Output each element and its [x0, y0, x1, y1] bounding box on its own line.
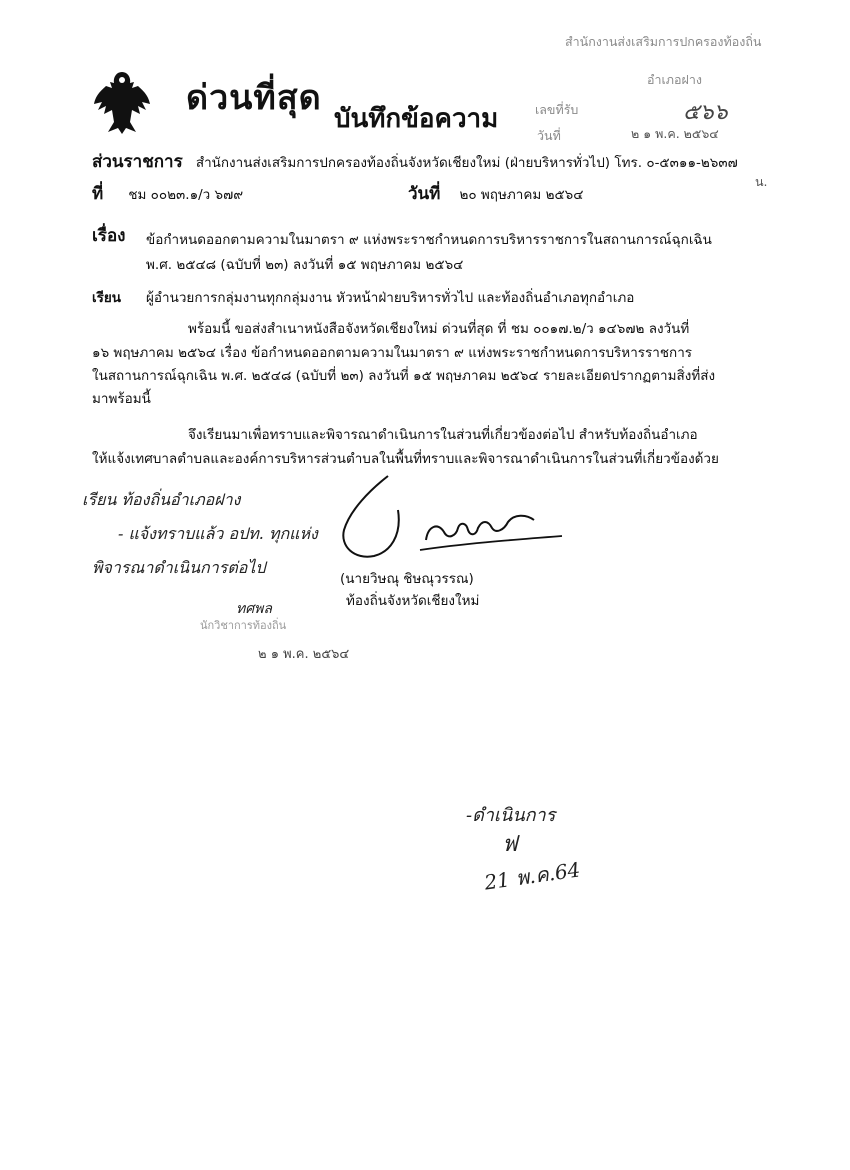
- reference-date-row: [408, 180, 583, 207]
- stamp-date-label: วันที่: [537, 128, 561, 143]
- reference-label: ที่: [92, 184, 104, 204]
- body-para2-line2: ให้แจ้งเทศบาลตำบลและองค์การบริหารส่วนตำบลในพื้นที่ทราบและพิจารณาดำเนินการในส่วนที่เกี่ยวข้องด้วย: [92, 451, 719, 467]
- stamp-office-line1: สำนักงานส่งเสริมการปกครองท้องถิ่น: [565, 34, 762, 49]
- stamp-receive-no-value: ๕๖๖: [683, 100, 728, 125]
- stamp-office-line2: อำเภอฝาง: [647, 72, 702, 87]
- handwritten-note-line2: - แจ้งทราบแล้ว อปท. ทุกแห่ง: [118, 524, 318, 543]
- bottom-note-line1: -ดำเนินการ: [466, 805, 556, 826]
- faint-stamp-line: นักวิชาการท้องถิ่น: [200, 619, 287, 632]
- memo-title: บันทึกข้อความ: [334, 104, 499, 134]
- addressee-value: ผู้อำนวยการกลุ่มงานทุกกลุ่มงาน หัวหน้าฝ่ายบริหารทั่วไป และท้องถิ่นอำเภอทุกอำเภอ: [146, 290, 635, 306]
- subject-label: เรื่อง: [92, 226, 126, 246]
- stamp-date-value: ๒ ๑ พ.ค. ๒๕๖๔: [631, 126, 719, 141]
- body-para1-line2: ๑๖ พฤษภาคม ๒๕๖๔ เรื่อง ข้อกำหนดออกตามความในมาตรา ๙ แห่งพระราชกำหนดการบริหารราชการ: [92, 345, 693, 361]
- handwritten-note-date: ๒ ๑ พ.ค. ๒๕๖๔: [258, 647, 350, 662]
- body-para1-line3: ในสถานการณ์ฉุกเฉิน พ.ศ. ๒๕๔๘ (ฉบับที่ ๒๓) ลงวันที่ ๑๕ พฤษภาคม ๒๕๖๔ รายละเอียดปรากฏตามสิ่งที่ส่ง: [92, 368, 716, 384]
- department-label: ส่วนราชการ: [92, 152, 183, 172]
- department-value: สำนักงานส่งเสริมการปกครองท้องถิ่นจังหวัดเชียงใหม่ (ฝ่ายบริหารทั่วไป) โทร. ๐-๕๓๑๑-๒๖๓๗: [195, 155, 738, 171]
- signatory-name: (นายวิษณุ ชิษณุวรรณ): [340, 571, 474, 587]
- body-para1-line4: มาพร้อมนี้: [92, 391, 151, 407]
- signature-scribble: [330, 470, 570, 570]
- bottom-note-date: 21 พ.ค.64: [482, 857, 582, 895]
- reference-row: [92, 180, 243, 207]
- handwritten-note-line3: พิจารณาดำเนินการต่อไป: [92, 558, 266, 577]
- body-para2-line1: จึงเรียนมาเพื่อทราบและพิจารณาดำเนินการในส่วนที่เกี่ยวข้องต่อไป สำหรับท้องถิ่นอำเภอ: [188, 427, 698, 443]
- stamp-time-suffix: น.: [755, 174, 768, 189]
- body-para1-line1: พร้อมนี้ ขอส่งสำเนาหนังสือจังหวัดเชียงใหม่ ด่วนที่สุด ที่ ชม ๐๐๑๗.๒/ว ๑๔๖๗๒ ลงวันที่: [188, 321, 690, 337]
- garuda-emblem-icon: [92, 68, 152, 138]
- subject-line1: ข้อกำหนดออกตามความในมาตรา ๙ แห่งพระราชกำหนดการบริหารราชการในสถานการณ์ฉุกเฉิน: [146, 232, 712, 248]
- department-row: [92, 148, 738, 175]
- reference-date-value: ๒๐ พฤษภาคม ๒๕๖๔: [459, 187, 584, 203]
- stamp-receive-no-label: เลขที่รับ: [535, 102, 579, 117]
- reference-date-label: วันที่: [408, 184, 441, 204]
- handwritten-note-line1: เรียน ท้องถิ่นอำเภอฝาง: [82, 490, 241, 509]
- bottom-note-initial: ฟ: [502, 832, 518, 857]
- reference-value: ชม ๐๐๒๓.๑/ว ๖๗๙: [128, 187, 244, 203]
- signatory-position: ท้องถิ่นจังหวัดเชียงใหม่: [346, 593, 480, 609]
- handwritten-initials: ทศพล: [236, 601, 272, 617]
- urgency-heading: ด่วนที่สุด: [186, 78, 322, 118]
- addressee-label: เรียน: [92, 290, 122, 306]
- subject-line2: พ.ศ. ๒๕๔๘ (ฉบับที่ ๒๓) ลงวันที่ ๑๕ พฤษภาคม ๒๕๖๔: [146, 257, 464, 273]
